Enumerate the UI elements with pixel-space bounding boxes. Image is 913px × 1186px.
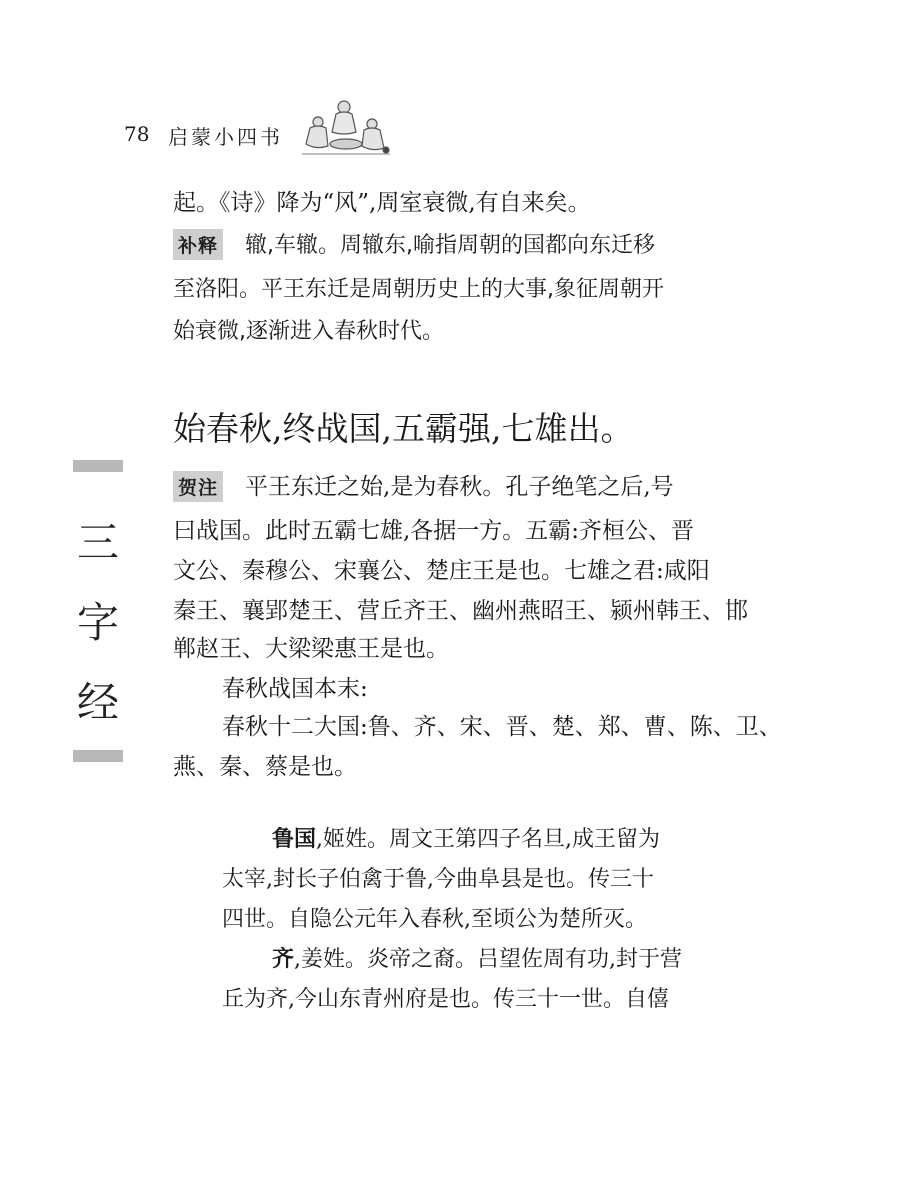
commentary-label: 贺注 [173, 471, 223, 502]
qi-text-1: ,姜姓。炎帝之裔。吕望佐周有功,封于营 [294, 947, 683, 972]
tab-char: 三 [76, 518, 119, 567]
page-number: 78 [124, 122, 150, 146]
tab-bottom-bar [73, 750, 123, 762]
continuation-line: 起。《诗》降为“风”,周室衰微,有自来矣。 [173, 190, 591, 216]
lu-line-2: 太宰,封长子伯禽于鲁,今曲阜县是也。传三十 [222, 867, 654, 892]
supplement-first-line [173, 228, 655, 260]
lu-line-1 [272, 822, 660, 853]
commentary-text-1: 平王东迁之始,是为春秋。孔子绝笔之后,号 [245, 474, 674, 500]
book-title: 启蒙小四书 [168, 125, 283, 149]
commentary-subhead: 春秋战国本末: [222, 676, 368, 702]
states-line: 春秋十二大国:鲁、齐、宋、晋、楚、郑、曹、陈、卫、 [222, 714, 782, 740]
commentary-line: 秦王、襄郢楚王、营丘齐王、幽州燕昭王、颍州韩王、邯 [173, 598, 748, 624]
lu-line-3: 四世。自隐公元年入春秋,至顷公为楚所灭。 [222, 907, 647, 932]
qi-line-2: 丘为齐,今山东青州府是也。传三十一世。自僖 [222, 987, 669, 1012]
verse-heading: 始春秋,终战国,五霸强,七雄出。 [173, 409, 634, 448]
qi-line-1 [272, 942, 682, 973]
state-name-qi: 齐 [272, 947, 295, 972]
state-name-lu: 鲁国 [272, 827, 317, 852]
supplement-line: 至洛阳。平王东迁是周朝历史上的大事,象征周朝开 [173, 277, 664, 302]
tab-char: 经 [76, 678, 119, 727]
supplement-label: 补释 [173, 229, 223, 260]
states-line: 燕、秦、蔡是也。 [173, 754, 357, 780]
tab-top-bar [73, 460, 123, 472]
commentary-first-line [173, 468, 674, 502]
lu-text-1: ,姬姓。周文王第四子名旦,成王留为 [316, 827, 661, 852]
commentary-line: 曰战国。此时五霸七雄,各据一方。五霸:齐桓公、晋 [173, 518, 695, 544]
supplement-text-1: 辙,车辙。周辙东,喻指周朝的国都向东迁移 [245, 233, 656, 258]
commentary-line: 文公、秦穆公、宋襄公、楚庄王是也。七雄之君:咸阳 [173, 558, 710, 584]
scholars-illustration [300, 98, 392, 156]
tab-char: 字 [76, 598, 119, 647]
commentary-line: 郸赵王、大梁梁惠王是也。 [173, 636, 449, 662]
supplement-line: 始衰微,逐渐进入春秋时代。 [173, 319, 444, 344]
section-tab [73, 460, 123, 765]
